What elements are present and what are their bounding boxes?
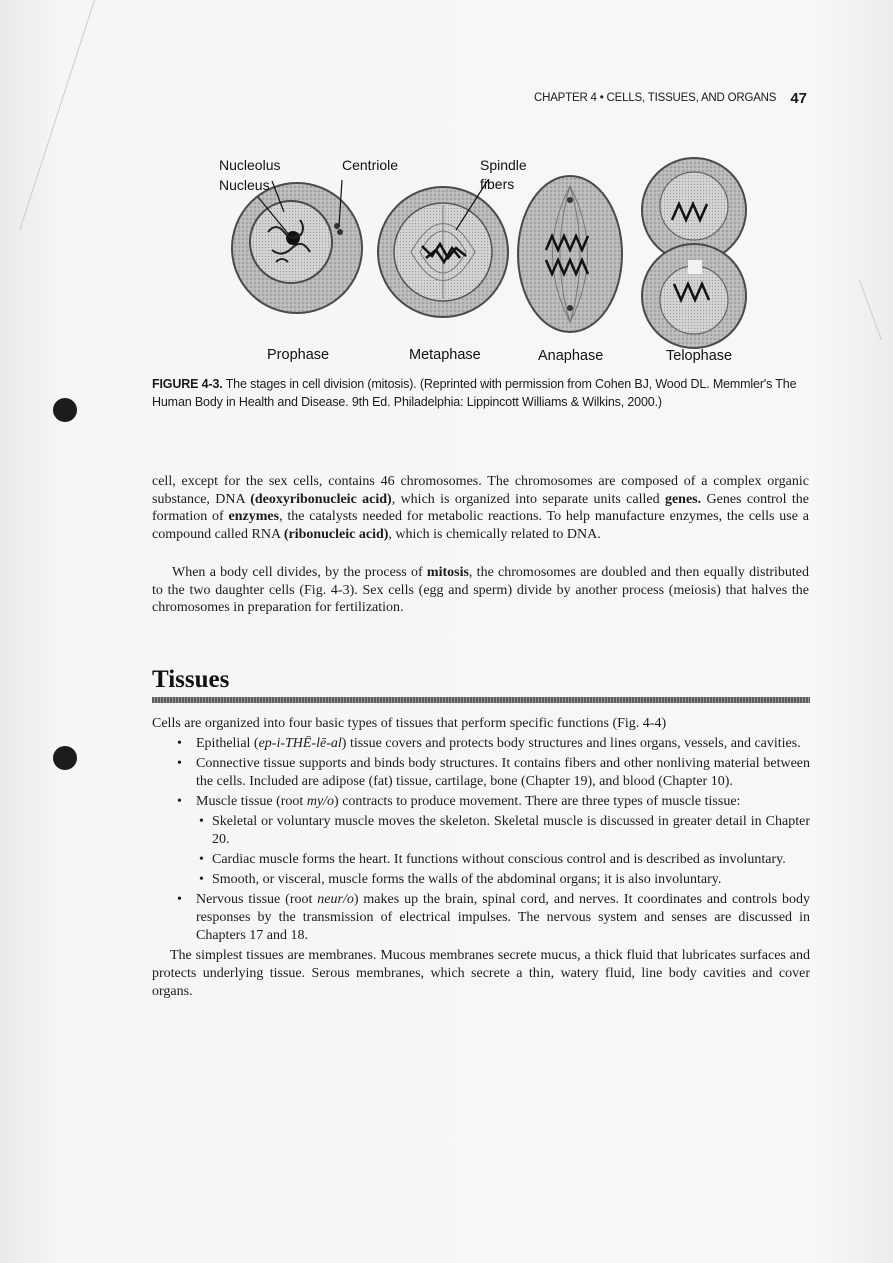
list-item-muscle bbox=[152, 793, 810, 811]
figure-caption bbox=[152, 375, 812, 411]
running-head bbox=[534, 91, 809, 111]
label-nucleolus: Nucleolus bbox=[219, 157, 281, 173]
term-enzymes: enzymes bbox=[228, 509, 280, 524]
binder-hole-bottom bbox=[53, 746, 77, 770]
figure-caption-text: The stages in cell division (mitosis). (Reprinted with permission from Cohen BJ, Wood DL. Memmler's The Human Body in Health and Disease. 9th Ed. Philadelphia: Lippincott Williams & Wilkins, 2000.) bbox=[152, 377, 797, 409]
chapter-title: CHAPTER 4 • CELLS, TISSUES, AND ORGANS bbox=[534, 92, 777, 104]
paragraph-mitosis bbox=[152, 564, 809, 617]
label-fibers: fibers bbox=[480, 176, 515, 192]
p1-text: , the catalysts needed for metabolic reactions. To help manufacture enzymes, the cells use a compound called RNA bbox=[152, 509, 809, 542]
list-text: ) contracts to produce movement. There are three types of muscle tissue: bbox=[334, 794, 741, 809]
list-text: ) makes up the brain, spinal cord, and nerves. It coordinates and controls body responses by the transmission of electrical impulses. The nervous system and senses are discussed in Chapters 17 and 18. bbox=[196, 892, 810, 943]
anaphase-cell bbox=[518, 176, 622, 332]
stage-telophase: Telophase bbox=[666, 348, 733, 364]
paragraph-membranes: The simplest tissues are membranes. Mucous membranes secrete mucus, a thick fluid that lubricates surfaces and protects underlying tissue. Serous membranes, which secrete a thin, watery fluid, line body cavities and cover organs. bbox=[152, 948, 810, 999]
term-mitosis: mitosis bbox=[426, 565, 469, 580]
figure-caption-label: FIGURE 4-3. bbox=[152, 377, 223, 391]
label-nucleus: Nucleus bbox=[219, 177, 270, 193]
list-item-epithelial bbox=[152, 735, 810, 753]
pronunciation: ep-i-THĒ-lē-al bbox=[258, 736, 342, 751]
term-rna: (ribonucleic acid) bbox=[283, 526, 389, 542]
word-root: my/o bbox=[306, 794, 335, 809]
list-item-nervous bbox=[152, 891, 810, 945]
list-item-smooth: • Smooth, or visceral, muscle forms the walls of the abdominal organs; it is also involuntary. bbox=[152, 871, 810, 889]
term-dna: (deoxyribonucleic acid) bbox=[250, 491, 392, 507]
stage-anaphase: Anaphase bbox=[538, 348, 604, 364]
tissues-intro: Cells are organized into four basic types of tissues that perform specific functions (Fig. 4-4) bbox=[152, 716, 667, 731]
telophase-cells bbox=[642, 158, 746, 348]
term-genes: genes. bbox=[664, 491, 702, 507]
p1-text: , which is organized into separate units called bbox=[391, 491, 665, 507]
p1-text: Genes control the formation of bbox=[152, 491, 809, 524]
list-item-connective: • Connective tissue supports and binds body structures. It contains fibers and other nonliving material between the cells. Included are adipose (fat) tissue, cartilage, bone (Chapter 19), and blood (Chapter 10). bbox=[152, 755, 810, 791]
mitosis-figure bbox=[150, 150, 810, 375]
page-number: 47 bbox=[790, 90, 807, 107]
binder-hole-top bbox=[53, 398, 77, 422]
list-text: Nervous tissue (root bbox=[196, 892, 318, 907]
list-text: ) tissue covers and protects body structures and lines organs, vessels, and cavities. bbox=[341, 736, 801, 751]
label-centriole: Centriole bbox=[342, 157, 399, 173]
p1-text: , which is chemically related to DNA. bbox=[388, 526, 601, 542]
prophase-cell bbox=[232, 180, 362, 313]
section-title-rule bbox=[152, 697, 810, 703]
paragraph-chromosomes bbox=[152, 473, 809, 543]
list-text: Muscle tissue (root bbox=[196, 794, 307, 809]
word-root: neur/o bbox=[317, 892, 354, 907]
list-item-cardiac: • Cardiac muscle forms the heart. It functions without conscious control and is described as involuntary. bbox=[152, 851, 810, 869]
section-title-tissues: Tissues bbox=[152, 666, 230, 693]
metaphase-cell bbox=[378, 180, 508, 317]
p2-text: When a body cell divides, by the process of bbox=[172, 565, 427, 580]
stage-metaphase: Metaphase bbox=[409, 347, 481, 363]
p2-text: , the chromosomes are doubled and then equally distributed to the two daughter cells (Fig. 4-3). Sex cells (egg and sperm) divide by another process (meiosis) that halves the chromosomes in preparation for fertilization. bbox=[152, 565, 809, 615]
list-text: Epithelial ( bbox=[196, 736, 259, 751]
tissues-list bbox=[152, 715, 810, 1001]
stage-prophase: Prophase bbox=[267, 347, 330, 363]
list-item-skeletal: • Skeletal or voluntary muscle moves the skeleton. Skeletal muscle is discussed in greater detail in Chapter 20. bbox=[152, 813, 810, 849]
p1-text: cell, except for the sex cells, contains 46 chromosomes. The chromosomes are composed of a complex organic substance, DNA bbox=[152, 474, 809, 507]
label-spindle: Spindle bbox=[480, 157, 527, 173]
